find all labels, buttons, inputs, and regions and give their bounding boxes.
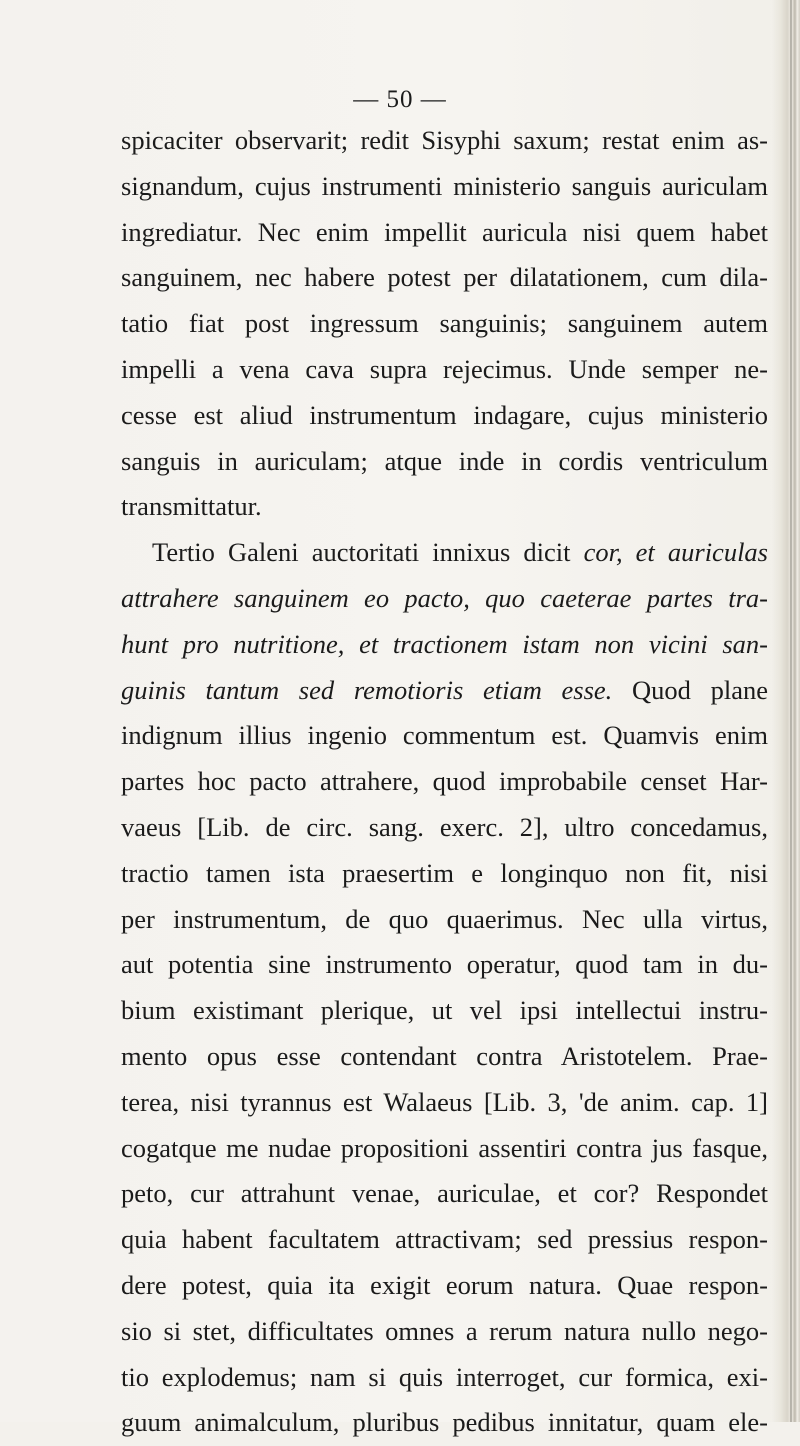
text-run: aut potentia sine instrumento operatur, quod tam in du- — [121, 949, 768, 980]
text-line — [121, 393, 768, 439]
text-run: indignum illius ingenio commentum est. Quamvis enim — [121, 720, 768, 751]
text-line — [121, 1080, 768, 1126]
text-run: per instrumentum, de quo quaerimus. Nec ulla virtus, — [121, 903, 768, 934]
text-line — [121, 347, 768, 393]
text-run: peto, cur attrahunt venae, auriculae, et cor? Respondet — [121, 1178, 768, 1209]
text-run: quia habent facultatem attractivam; sed pressius respon- — [121, 1224, 768, 1255]
text-line — [121, 1263, 768, 1309]
text-run: guum animalculum, pluribus pedibus innitatur, quam ele- — [121, 1407, 768, 1438]
text-run: vaeus [Lib. de circ. sang. exerc. 2], ultro concedamus, — [121, 811, 768, 842]
text-line — [121, 210, 768, 256]
text-run: sio si stet, difficultates omnes a rerum natura nullo nego- — [121, 1315, 768, 1346]
text-run: transmittatur. — [121, 491, 262, 522]
italic-quote: cor, et auriculas — [583, 537, 768, 568]
text-line — [121, 1400, 768, 1446]
text-run: Tertio Galeni auctoritati innixus dicit — [152, 537, 584, 568]
italic-quote: attrahere sanguinem eo pacto, quo caeterae partes tra- — [121, 582, 768, 613]
text-line — [121, 576, 768, 622]
text-line — [121, 851, 768, 897]
page-number: — 50 — — [353, 86, 447, 113]
text-line — [121, 942, 768, 988]
text-line — [121, 1126, 768, 1172]
text-run: signandum, cujus instrumenti ministerio sanguis auriculam — [121, 170, 768, 201]
text-line — [121, 255, 768, 301]
text-run: spicaciter observarit; redit Sisyphi saxum; restat enim as- — [121, 125, 768, 155]
text-run: cesse est aliud instrumentum indagare, cujus ministerio — [121, 399, 768, 430]
italic-quote: guinis tantum sed remotioris etiam esse. — [121, 674, 613, 705]
text-run: tractio tamen ista praesertim e longinquo non fit, nisi — [121, 857, 768, 888]
text-run: bium existimant plerique, ut vel ipsi intellectui instru- — [121, 995, 768, 1026]
text-run: Quod plane — [612, 674, 768, 705]
text-line — [121, 484, 768, 530]
text-run: ingrediatur. Nec enim impellit auricula nisi quem habet — [121, 216, 768, 247]
text-line — [121, 301, 768, 347]
text-run: terea, nisi tyrannus est Walaeus [Lib. 3, 'de anim. cap. 1] — [121, 1086, 768, 1117]
text-run: tio explodemus; nam si quis interroget, cur formica, exi- — [121, 1361, 768, 1392]
text-line — [121, 164, 768, 210]
text-line — [121, 805, 768, 851]
text-line — [121, 118, 768, 164]
text-run: impelli a vena cava supra rejecimus. Unde semper ne- — [121, 353, 768, 384]
text-line — [121, 1171, 768, 1217]
text-line — [121, 668, 768, 714]
text-line — [121, 622, 768, 668]
text-line — [121, 897, 768, 943]
text-line — [121, 759, 768, 805]
text-run: sanguis in auriculam; atque inde in cordis ventriculum — [121, 445, 768, 476]
text-line — [121, 1217, 768, 1263]
text-line — [121, 713, 768, 759]
text-run: mento opus esse contendant contra Aristotelem. Prae- — [121, 1040, 768, 1071]
page-binding-edge — [772, 0, 800, 1422]
text-line — [121, 1355, 768, 1401]
body-text — [121, 118, 768, 1446]
text-run: sanguinem, nec habere potest per dilatationem, cum dila- — [121, 262, 768, 293]
text-run: dere potest, quia ita exigit eorum natura. Quae respon- — [121, 1269, 768, 1300]
text-line — [121, 1309, 768, 1355]
text-line — [121, 439, 768, 485]
text-run: cogatque me nudae propositioni assentiri contra jus fasque, — [121, 1132, 768, 1163]
italic-quote: hunt pro nutritione, et tractionem istam non vicini san- — [121, 628, 768, 659]
page-binding-shadow — [790, 0, 792, 1422]
text-line — [121, 988, 768, 1034]
text-line — [121, 530, 768, 576]
text-run: partes hoc pacto attrahere, quod improbabile censet Har- — [121, 766, 768, 797]
text-run: tatio fiat post ingressum sanguinis; sanguinem autem — [121, 308, 768, 339]
text-line — [121, 1034, 768, 1080]
